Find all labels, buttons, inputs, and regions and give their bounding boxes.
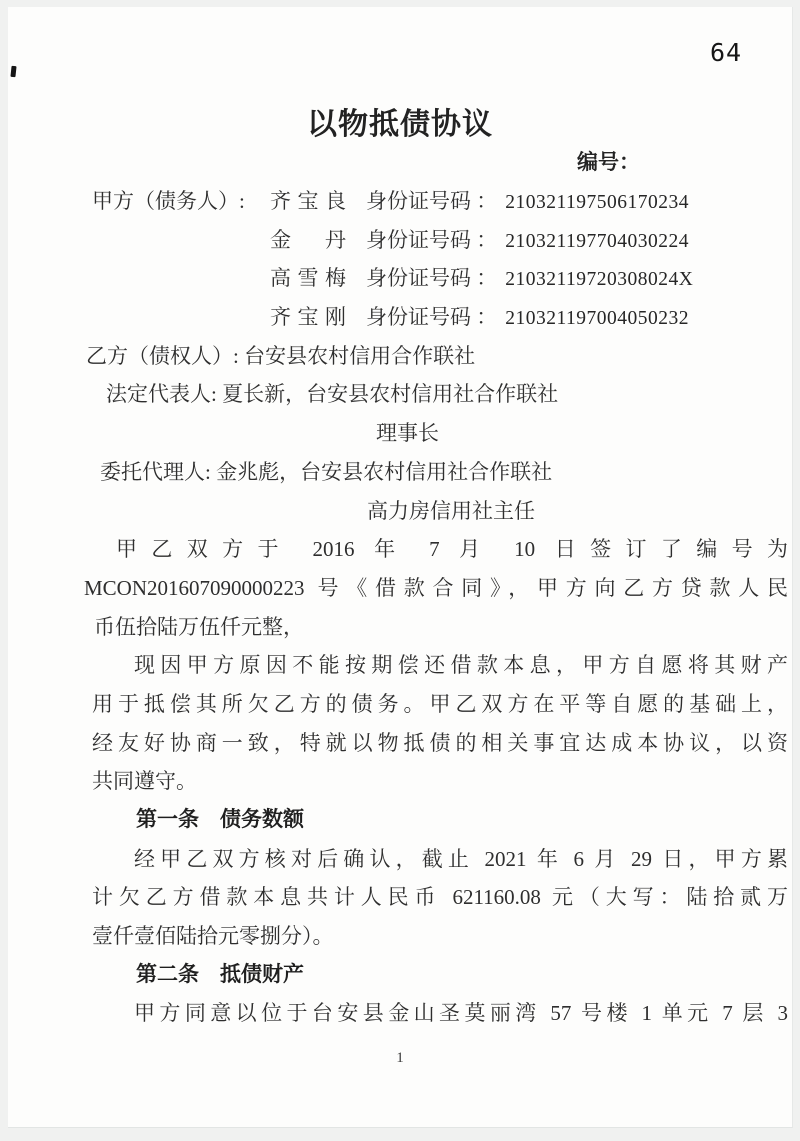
party-a-row-1	[92, 182, 788, 221]
debtor-id-number: 210321197004050232	[505, 308, 690, 330]
party-a-row-4	[92, 298, 788, 337]
article2-line: 甲方同意以位于台安县金山圣莫丽湾 57 号楼 1 单元 7 层 3	[134, 1001, 788, 1026]
article2-heading: 第二条 抵债财产	[136, 962, 304, 986]
debtor-id-number: 210321197506170234	[505, 192, 690, 213]
debtor-name: 金 丹	[270, 227, 346, 252]
party-a-label-spacer	[92, 298, 270, 337]
id-label: 身份证号码 ：	[366, 266, 498, 291]
party-a-label: 甲方（债务人）:	[92, 189, 245, 213]
party-a-label-spacer	[92, 221, 270, 260]
debtor-name: 齐宝良	[270, 189, 346, 213]
debtor-id-cell	[366, 298, 689, 337]
document-body	[84, 182, 788, 1033]
page-background	[8, 7, 793, 1128]
legal-rep-title: 理事长	[376, 421, 439, 446]
article1-line: 经甲乙双方核对后确认，截止 2021 年 6 月 29 日，甲方累	[134, 846, 788, 871]
archive-page-number: 64	[710, 38, 743, 67]
agent-line: 委托代理人: 金兆彪，台安县农村信用社合作联社	[100, 459, 553, 484]
body-line: 现因甲方原因不能按期偿还借款本息，甲方自愿将其财产	[134, 653, 788, 678]
party-b-line: 乙方（债权人）: 台安县农村信用合作联社	[86, 343, 476, 368]
legal-rep-line: 法定代表人: 夏长新，台安县农村信用社合作联社	[106, 382, 559, 407]
body-line: 用于抵偿其所欠乙方的债务。甲乙双方在平等自愿的基础上，	[92, 691, 788, 716]
document-title: 以物抵债协议	[307, 108, 493, 141]
intro-line: MCON201607090000223 号《借款合同》，甲方向乙方贷款人民	[84, 575, 788, 600]
body-line: 共同遵守。	[92, 769, 197, 794]
body-line: 经友好协商一致，特就以物抵债的相关事宜达成本协议，以资	[92, 730, 788, 755]
article1-heading: 第一条 债务数额	[136, 808, 304, 831]
footer-page-number: 1	[396, 1050, 404, 1066]
debtor-name: 高雪梅	[270, 266, 346, 291]
scan-ink-mark	[10, 66, 16, 77]
debtor-id-number: 21032119720308024X	[505, 269, 694, 291]
id-label: 身份证号码 ：	[366, 189, 498, 213]
party-a-row-3	[92, 259, 788, 298]
agent-title: 高力房信用社主任	[367, 498, 535, 523]
party-a-row-2	[92, 221, 788, 260]
article1-line: 计欠乙方借款本息共计人民币 621160.08 元（大写：陆拾贰万	[92, 885, 788, 910]
intro-line: 币伍拾陆万伍仟元整，	[94, 614, 304, 639]
intro-line: 甲乙双方于 2016 年 7 月 10 日签订了编号为	[116, 537, 788, 562]
article1-line: 壹仟壹佰陆拾元零捌分）。	[92, 924, 334, 949]
party-a-label-spacer	[92, 259, 270, 298]
debtor-name: 齐宝刚	[270, 305, 346, 330]
debtor-id-number: 210321197704030224	[505, 230, 690, 252]
debtor-id-cell	[366, 259, 693, 298]
id-label: 身份证号码 ：	[366, 227, 498, 252]
doc-number-label: 编号：	[577, 151, 640, 174]
debtor-id-cell	[366, 221, 689, 260]
debtor-id-cell	[366, 182, 689, 221]
id-label: 身份证号码 ：	[366, 305, 498, 330]
